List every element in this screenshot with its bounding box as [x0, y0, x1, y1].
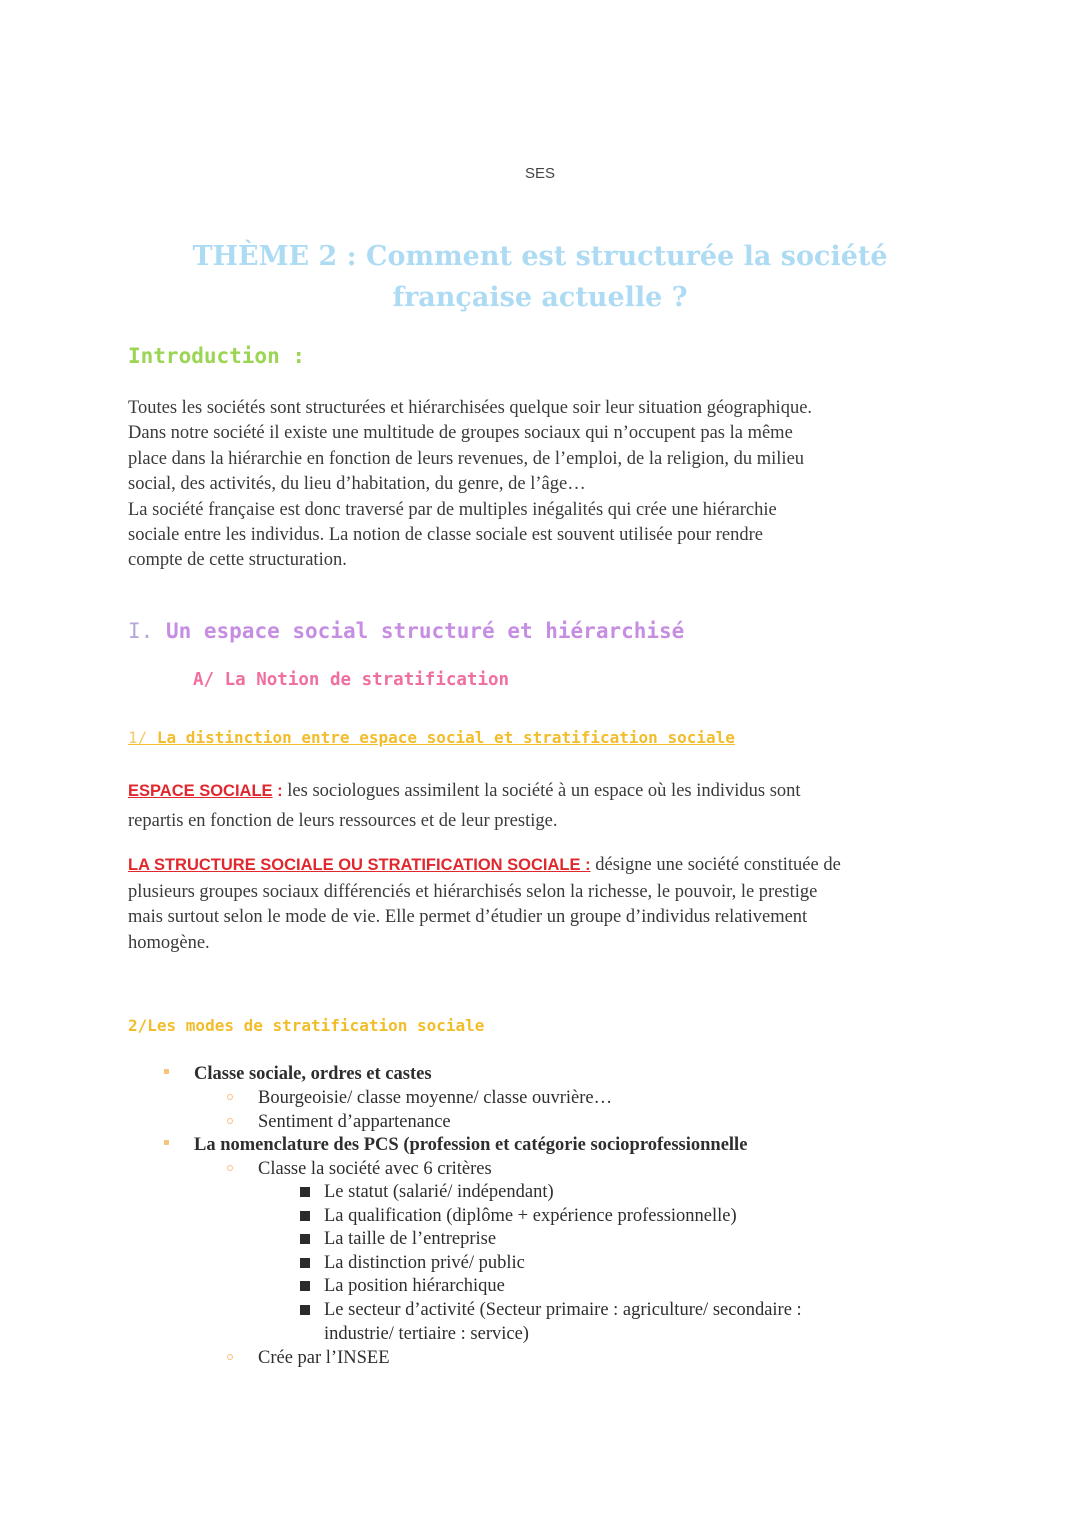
list-item: La nomenclature des PCS (profession et catégorie socioprofessionnelle: [194, 1135, 748, 1155]
list-item: Classe la société avec 6 critères: [258, 1159, 492, 1179]
list-item: La taille de l’entreprise: [324, 1229, 497, 1249]
list-item: La position hiérarchique: [324, 1276, 505, 1296]
bullet-square-icon: [300, 1281, 310, 1291]
title-line-1: THÈME 2 : Comment est structurée la société: [192, 241, 888, 272]
intro-line: place dans la hiérarchie en fonction de leurs revenues, de l’emploi, de la religion, du milieu: [128, 448, 805, 469]
list-item: Classe sociale, ordres et castes: [194, 1064, 432, 1084]
bullet-dot-icon: [164, 1140, 169, 1145]
definition-text: désigne une société constituée de: [590, 855, 841, 875]
definition-text: les sociologues assimilent la société à un espace où les individus sont: [282, 781, 801, 801]
bullet-circle-icon: [227, 1354, 233, 1360]
definition-text: plusieurs groupes sociaux différenciés et hiérarchisés selon la richesse, le pouvoir, le prestige: [128, 882, 818, 902]
list-item: Le statut (salarié/ indépendant): [324, 1182, 554, 1202]
intro-line: social, des activités, du lieu d’habitation, du genre, de l’âge…: [128, 474, 586, 495]
bullet-circle-icon: [227, 1118, 233, 1124]
definition-espace-social: [128, 776, 958, 836]
definition-text: repartis en fonction de leurs ressources et de leur prestige.: [128, 811, 558, 831]
list-item: Sentiment d’appartenance: [258, 1112, 451, 1132]
page-header: SES: [524, 165, 555, 182]
definition-first-line: [128, 850, 958, 880]
subsection-1-heading: [128, 728, 735, 747]
list-item: La distinction privé/ public: [324, 1253, 525, 1273]
subsection-a-heading: A/ La Notion de stratification: [193, 670, 510, 690]
title-line-2: française actuelle ?: [392, 282, 688, 313]
bullet-circle-icon: [227, 1094, 233, 1100]
bullet-square-icon: [300, 1258, 310, 1268]
part1-number: I.: [128, 619, 154, 643]
bullet-square-icon: [300, 1211, 310, 1221]
subsection-1-number: 1/: [128, 728, 148, 747]
intro-line: Dans notre société il existe une multitude de groupes sociaux qui n’occupent pas la même: [128, 423, 793, 444]
bullet-dot-icon: [164, 1069, 169, 1074]
definition-term: LA STRUCTURE SOCIALE OU STRATIFICATION SOCIALE :: [128, 856, 591, 874]
page-title: [140, 236, 940, 318]
intro-line: compte de cette structuration.: [128, 550, 347, 571]
introduction-heading: Introduction :: [128, 344, 306, 368]
bullet-square-icon: [300, 1234, 310, 1244]
list-item: Le secteur d’activité (Secteur primaire : agriculture/ secondaire :: [324, 1300, 802, 1320]
list-item: La qualification (diplôme + expérience professionnelle): [324, 1206, 737, 1226]
part1-heading: [128, 619, 684, 643]
bullet-square-icon: [300, 1187, 310, 1197]
list-item: Crée par l’INSEE: [258, 1348, 390, 1368]
subsection-2-heading: 2/Les modes de stratification sociale: [128, 1016, 485, 1035]
intro-line: Toutes les sociétés sont structurées et hiérarchisées quelque soir leur situation géographique.: [128, 398, 813, 418]
part1-title: Un espace social structuré et hiérarchisé: [165, 619, 685, 643]
subsection-1-title: La distinction entre espace social et stratification sociale: [156, 728, 735, 747]
intro-line: La société française est donc traversé par de multiples inégalités qui crée une hiérarchie: [128, 499, 777, 520]
list-item-continuation: industrie/ tertiaire : service): [324, 1324, 529, 1344]
definition-term: ESPACE SOCIALE: [128, 782, 273, 800]
definition-stratification: [128, 850, 958, 956]
bullet-square-icon: [300, 1305, 310, 1315]
list-item: Bourgeoisie/ classe moyenne/ classe ouvrière…: [258, 1088, 613, 1108]
definition-text: homogène.: [128, 932, 210, 953]
introduction-paragraph: [128, 396, 958, 574]
definition-colon: :: [272, 782, 283, 800]
definition-text: mais surtout selon le mode de vie. Elle permet d’étudier un groupe d’individus relativement: [128, 907, 808, 928]
intro-line: sociale entre les individus. La notion de classe sociale est souvent utilisée pour rendre: [128, 525, 763, 546]
bullet-circle-icon: [227, 1165, 233, 1171]
